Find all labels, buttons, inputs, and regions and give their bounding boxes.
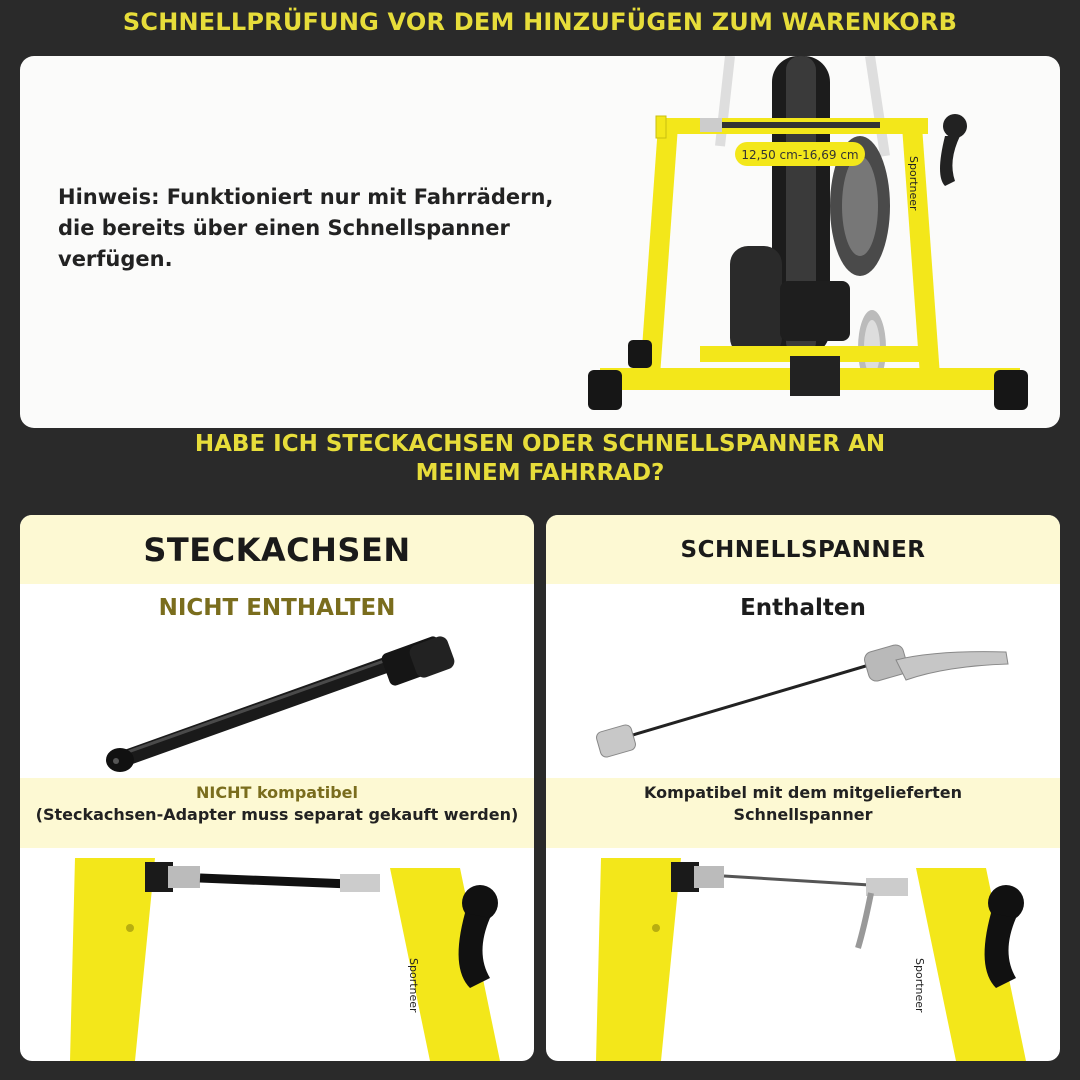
inclusion-status: NICHT ENTHALTEN [158, 595, 396, 621]
quick-release-mount-image [546, 848, 1060, 1061]
thru-axle-image [20, 630, 534, 778]
quick-release-image [546, 630, 1060, 778]
panel-heading-bar [546, 515, 1060, 584]
bike-trainer-illustration [540, 56, 1060, 428]
panel-heading: STECKACHSEN [143, 530, 411, 569]
panel-heading-bar [20, 515, 534, 584]
section-question: HABE ICH STECKACHSEN ODER SCHNELLSPANNER AN MEINEM FAHRRAD? [194, 431, 886, 486]
measure-label: 12,50 cm-16,69 cm [741, 148, 859, 162]
panel-heading: SCHNELLSPANNER [680, 536, 926, 563]
inclusion-status: Enthalten [740, 595, 866, 621]
brand-logo: Sportneer [907, 156, 920, 211]
thru-axle-mount-image [20, 848, 534, 1061]
brand-logo: Sportneer [407, 958, 420, 1013]
compat-status: NICHT kompatibel [195, 783, 358, 802]
compat-detail: (Steckachsen-Adapter muss separat gekauft werden) [35, 805, 519, 824]
compat-status: Kompatibel mit dem mitgelieferten [644, 783, 962, 802]
compatibility-note: Hinweis: Funktioniert nur mit Fahrrädern, die bereits über einen Schnellspanner verfügen. [58, 185, 554, 271]
compat-detail: Schnellspanner [733, 805, 873, 824]
quick-release-panel [546, 515, 1060, 1061]
brand-logo: Sportneer [913, 958, 926, 1013]
compatibility-band [546, 778, 1060, 848]
thru-axle-panel [20, 515, 534, 1061]
compatibility-band [20, 778, 534, 848]
hero-card [20, 56, 1060, 428]
page-title: SCHNELLPRÜFUNG VOR DEM HINZUFÜGEN ZUM WARENKORB [122, 8, 958, 36]
